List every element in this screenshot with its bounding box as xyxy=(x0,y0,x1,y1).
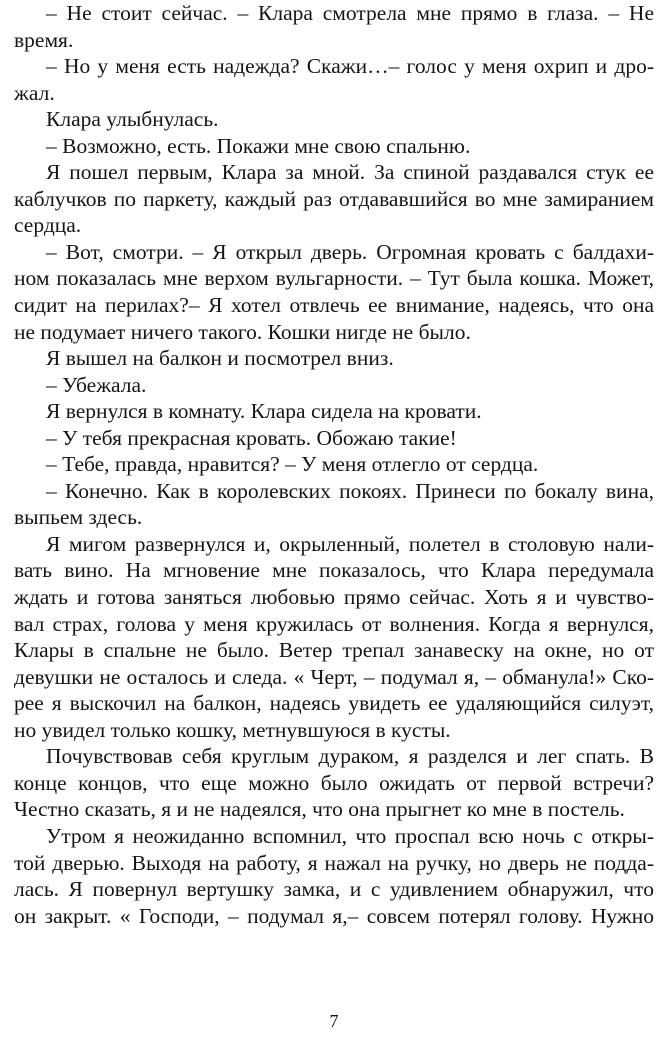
text-line: Клары в спальне не было. Ветер трепал занавеску на окне, но от xyxy=(14,638,654,663)
text-line: сидит на перилах?– Я хотел отвлечь ее внимание, надеясь, что она xyxy=(14,293,654,318)
text-line: время. xyxy=(14,27,74,52)
text-line: сердца. xyxy=(14,213,82,238)
text-line: – Возможно, есть. Покажи мне свою спальню. xyxy=(46,133,471,158)
text-line: жал. xyxy=(14,80,55,105)
text-line: выпьем здесь. xyxy=(14,505,143,530)
text-line: – Но у меня есть надежда? Скажи…– голос у меня охрип и дро- xyxy=(46,54,654,79)
text-line: – Не стоит сейчас. – Клара смотрела мне прямо в глаза. – Не xyxy=(46,1,654,25)
text-line: лась. Я повернул вертушку замка, и с удивлением обнаружил, что xyxy=(14,877,654,902)
text-line: Я пошел первым, Клара за мной. За спиной раздавался стук ее xyxy=(46,160,654,185)
text-line: вать вино. На мгновение мне показалось, что Клара передумала xyxy=(14,558,654,583)
page-text xyxy=(14,0,654,929)
text-line: он закрыт. « Господи, – подумал я,– совсем потерял голову. Нужно xyxy=(14,903,654,928)
text-line: Я вернулся в комнату. Клара сидела на кровати. xyxy=(46,399,482,424)
page-number: 7 xyxy=(329,1011,339,1031)
text-line: Честно сказать, я и не надеялся, что она прыгнет ко мне в постель. xyxy=(14,797,625,822)
text-line: той дверью. Выходя на работу, я нажал на ручку, но дверь не подда- xyxy=(14,850,654,875)
text-line: Почувствовав себя круглым дураком, я разделся и лег спать. В xyxy=(46,744,654,769)
text-line: Я вышел на балкон и посмотрел вниз. xyxy=(46,346,394,371)
text-line: – Вот, смотри. – Я открыл дверь. Огромная кровать с балдахи- xyxy=(46,239,654,264)
text-line: Клара улыбнулась. xyxy=(46,107,219,132)
text-line: ждать и готова заняться любовью прямо сейчас. Хоть я и чувство- xyxy=(14,585,654,610)
text-line: но увидел только кошку, метнувшуюся в кусты. xyxy=(14,717,451,742)
text-line: – Убежала. xyxy=(46,372,147,397)
text-line: – Конечно. Как в королевских покоях. Принеси по бокалу вина, xyxy=(46,478,654,503)
text-line: Я мигом развернулся и, окрыленный, полетел в столовую нали- xyxy=(46,531,654,556)
text-line: вал страх, голова у меня кружилась от волнения. Когда я вернулся, xyxy=(14,611,654,636)
text-line: конце концов, что еще можно было ожидать от первой встречи? xyxy=(14,770,654,795)
text-line: – У тебя прекрасная кровать. Обожаю такие! xyxy=(46,425,457,450)
text-line: не подумает ничего такого. Кошки нигде не было. xyxy=(14,319,471,344)
text-line: каблучков по паркету, каждый раз отдававшийся во мне замиранием xyxy=(14,186,654,211)
text-line: ном показалась мне верхом вульгарности. – Тут была кошка. Может, xyxy=(14,266,654,291)
text-line: – Тебе, правда, нравится? – У меня отлегло от сердца. xyxy=(46,452,539,477)
text-line: рее я выскочил на балкон, надеясь увидеть ее удаляющийся силуэт, xyxy=(14,691,654,716)
text-line: Утром я неожиданно вспомнил, что проспал всю ночь с откры- xyxy=(46,823,654,848)
text-line: девушки не осталось и следа. « Черт, – подумал я, – обманула!» Ско- xyxy=(14,664,654,689)
